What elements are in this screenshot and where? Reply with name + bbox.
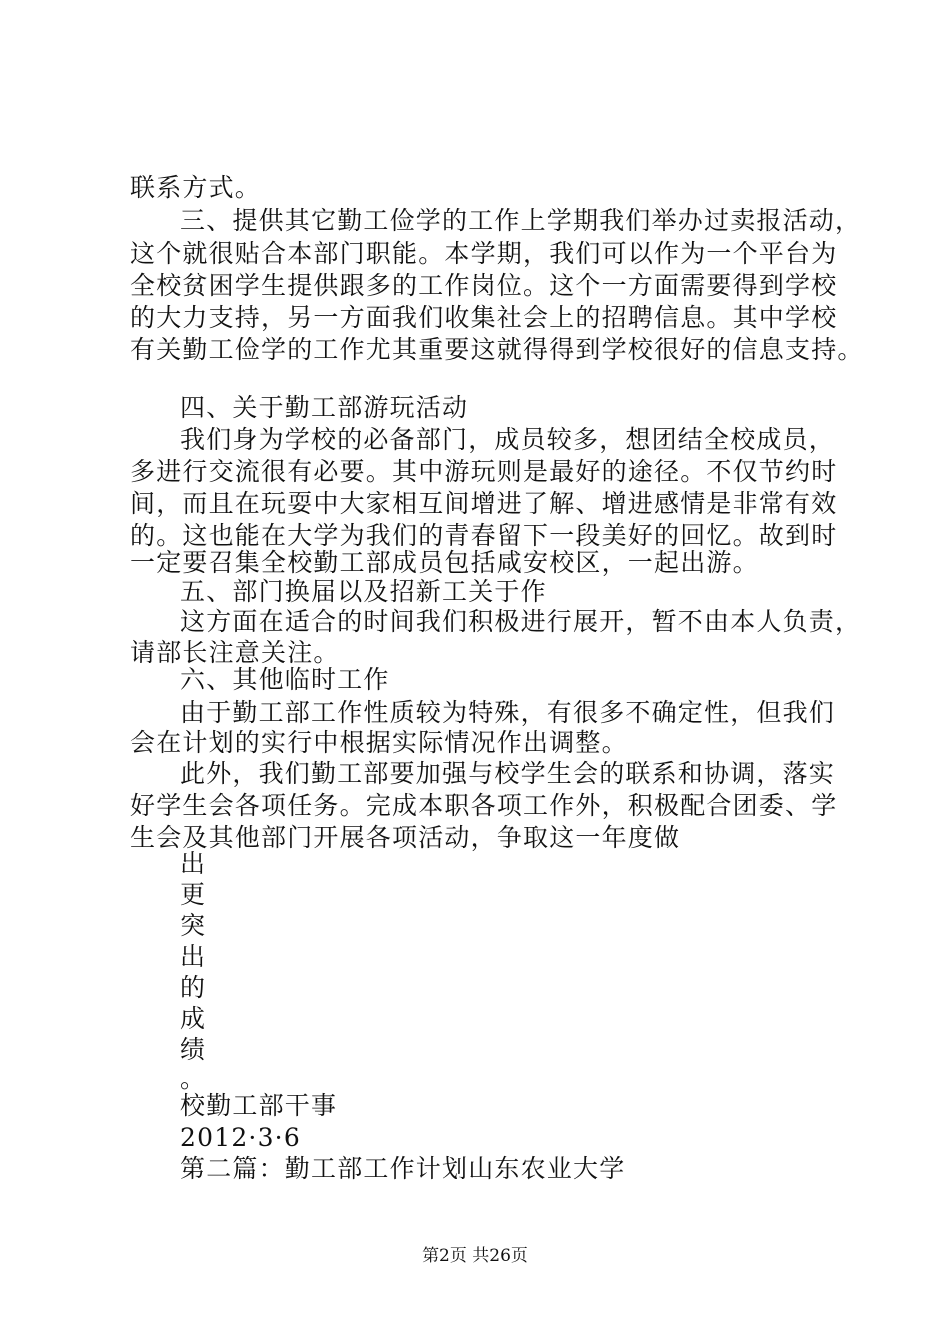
vertical-char: 。 — [180, 1064, 206, 1093]
paragraph-line: 多进行交流很有必要。其中游玩则是最好的途径。不仅节约时 — [130, 457, 838, 486]
section-heading-6: 六、其他临时工作 — [180, 665, 390, 694]
paragraph-line: 联系方式。 — [130, 173, 262, 202]
section-heading-5: 五、部门换届以及招新工关于作 — [180, 577, 547, 606]
vertical-char: 绩 — [180, 1035, 206, 1064]
date: 2012·3·6 — [180, 1123, 301, 1152]
paragraph-line: 的。这也能在大学为我们的青春留下一段美好的回忆。故到时 — [130, 521, 838, 550]
signature: 校勤工部干事 — [180, 1091, 338, 1120]
section-heading-3: 三、提供其它勤工俭学的工作上学期我们举办过卖报活动， — [180, 206, 862, 235]
paragraph-line: 我们身为学校的必备部门，成员较多，想团结全校成员， — [180, 425, 836, 454]
paragraph-line: 由于勤工部工作性质较为特殊，有很多不确定性，但我们 — [180, 698, 836, 727]
paragraph-line: 此外，我们勤工部要加强与校学生会的联系和协调，落实 — [180, 759, 836, 788]
paragraph-line: 请部长注意关注。 — [130, 638, 340, 667]
vertical-char: 成 — [180, 1004, 206, 1033]
paragraph-line: 生会及其他部门开展各项活动，争取这一年度做 — [130, 823, 681, 852]
vertical-char: 突 — [180, 911, 206, 940]
vertical-char: 出 — [180, 849, 206, 878]
paragraph-line: 有关勤工俭学的工作尤其重要这就得得到学校很好的信息支持。 — [130, 335, 864, 364]
paragraph-line: 的大力支持，另一方面我们收集社会上的招聘信息。其中学校 — [130, 303, 838, 332]
paragraph-line: 一定要召集全校勤工部成员包括咸安校区，一起出游。 — [130, 548, 759, 577]
vertical-char: 更 — [180, 880, 206, 909]
vertical-char: 的 — [180, 973, 206, 1002]
paragraph-line: 这方面在适合的时间我们积极进行展开，暂不由本人负责， — [180, 607, 862, 636]
section-heading-4: 四、关于勤工部游玩活动 — [180, 393, 469, 422]
vertical-char: 出 — [180, 942, 206, 971]
paragraph-line: 全校贫困学生提供跟多的工作岗位。这个一方面需要得到学校 — [130, 271, 838, 300]
paragraph-line: 好学生会各项任务。完成本职各项工作外，积极配合团委、学 — [130, 791, 838, 820]
paragraph-line: 间，而且在玩耍中大家相互间增进了解、增进感情是非常有效 — [130, 489, 838, 518]
paragraph-line: 会在计划的实行中根据实际情况作出调整。 — [130, 728, 628, 757]
paragraph-line: 这个就很贴合本部门职能。本学期，我们可以作为一个平台为 — [130, 239, 838, 268]
next-section-title: 第二篇：勤工部工作计划山东农业大学 — [180, 1154, 626, 1183]
page-number-footer: 第2页 共26页 — [422, 1246, 528, 1266]
